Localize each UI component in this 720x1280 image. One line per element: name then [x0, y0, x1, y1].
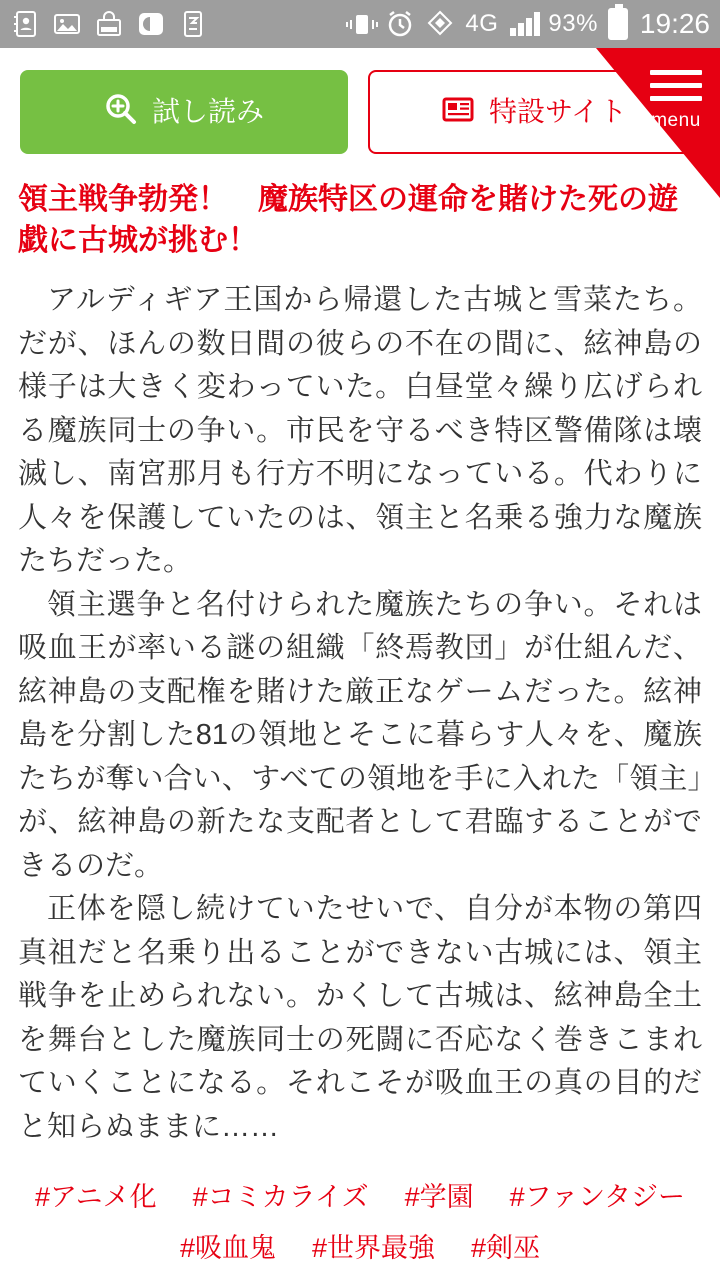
synopsis-paragraph: 正体を隠し続けていたせいで、自分が本物の第四真祖だと名乗り出ることができない古城には、領主戦争を止められない。かくして古城は、絃神島全土を舞台とした魔族同士の死闘に否応なく巻きこまれていくことになる。それこそが吸血王の真の目的だと知らぬままに……: [18, 893, 702, 1143]
synopsis-paragraph: 領主選争と名付けられた魔族たちの争い。それは吸血王が率いる謎の組織「終焉教団」が仕組んだ、絃神島の支配権を賭けた厳正なゲームだった。絃神島を分割した81の領地とそこに暮らす人々を、魔族たちが奪い合い、すべての領地を手に入れた「領主」が、絃神島の新たな支配者として君臨することができるのだ。: [18, 588, 702, 882]
alarm-icon: [385, 9, 415, 39]
tag-item[interactable]: #アニメ化: [34, 1182, 157, 1212]
market-icon: [94, 9, 124, 39]
special-site-label: 特設サイト: [488, 96, 628, 127]
menu-label: menu: [651, 110, 701, 131]
newspaper-icon: [441, 92, 475, 133]
tag-item[interactable]: #ファンタジー: [509, 1182, 686, 1212]
signal-bars-icon: [508, 9, 538, 39]
battery-icon: [608, 8, 628, 40]
app-icon: [136, 9, 166, 39]
status-bar-left-icons: [10, 9, 345, 39]
synopsis-paragraph: アルディギア王国から帰還した古城と雪菜たち。だが、ほんの数日間の彼らの不在の間に、絃神島の様子は大きく変わっていた。白昼堂々繰り広げられる魔族同士の争い。市民を守るべき特区警備隊は壊滅し、南宮那月も行方不明になっている。代わりに人々を保護していたのは、領主と名乗る強力な魔族たちだった。: [18, 284, 702, 577]
file-transfer-icon: [178, 9, 208, 39]
page-title: 領主戦争勃発！ 魔族特区の運命を賭けた死の遊戯に古城が挑む！: [18, 183, 678, 257]
tag-item[interactable]: #吸血鬼: [179, 1233, 276, 1263]
clock-label: 19:26: [639, 8, 710, 39]
status-bar-right-icons: [345, 8, 710, 40]
tag-item[interactable]: #世界最強: [311, 1233, 436, 1263]
hamburger-icon: [650, 70, 702, 109]
vibrate-icon: [345, 9, 375, 39]
synopsis-body: [0, 261, 720, 1149]
status-bar: [0, 0, 720, 48]
tag-item[interactable]: #学園: [404, 1182, 474, 1212]
magnifier-plus-icon: [104, 92, 138, 133]
network-type-label: 4G: [465, 10, 499, 37]
tag-item[interactable]: #コミカライズ: [192, 1182, 369, 1212]
tag-list: [0, 1149, 720, 1265]
contacts-app-icon: [10, 9, 40, 39]
trial-read-label: 試し読み: [151, 96, 264, 127]
menu-button[interactable]: [596, 48, 720, 198]
location-icon: [425, 9, 455, 39]
trial-read-button[interactable]: [20, 70, 348, 154]
tag-item[interactable]: #剣巫: [471, 1233, 541, 1263]
battery-percent-label: 93%: [548, 10, 598, 37]
gallery-icon: [52, 9, 82, 39]
